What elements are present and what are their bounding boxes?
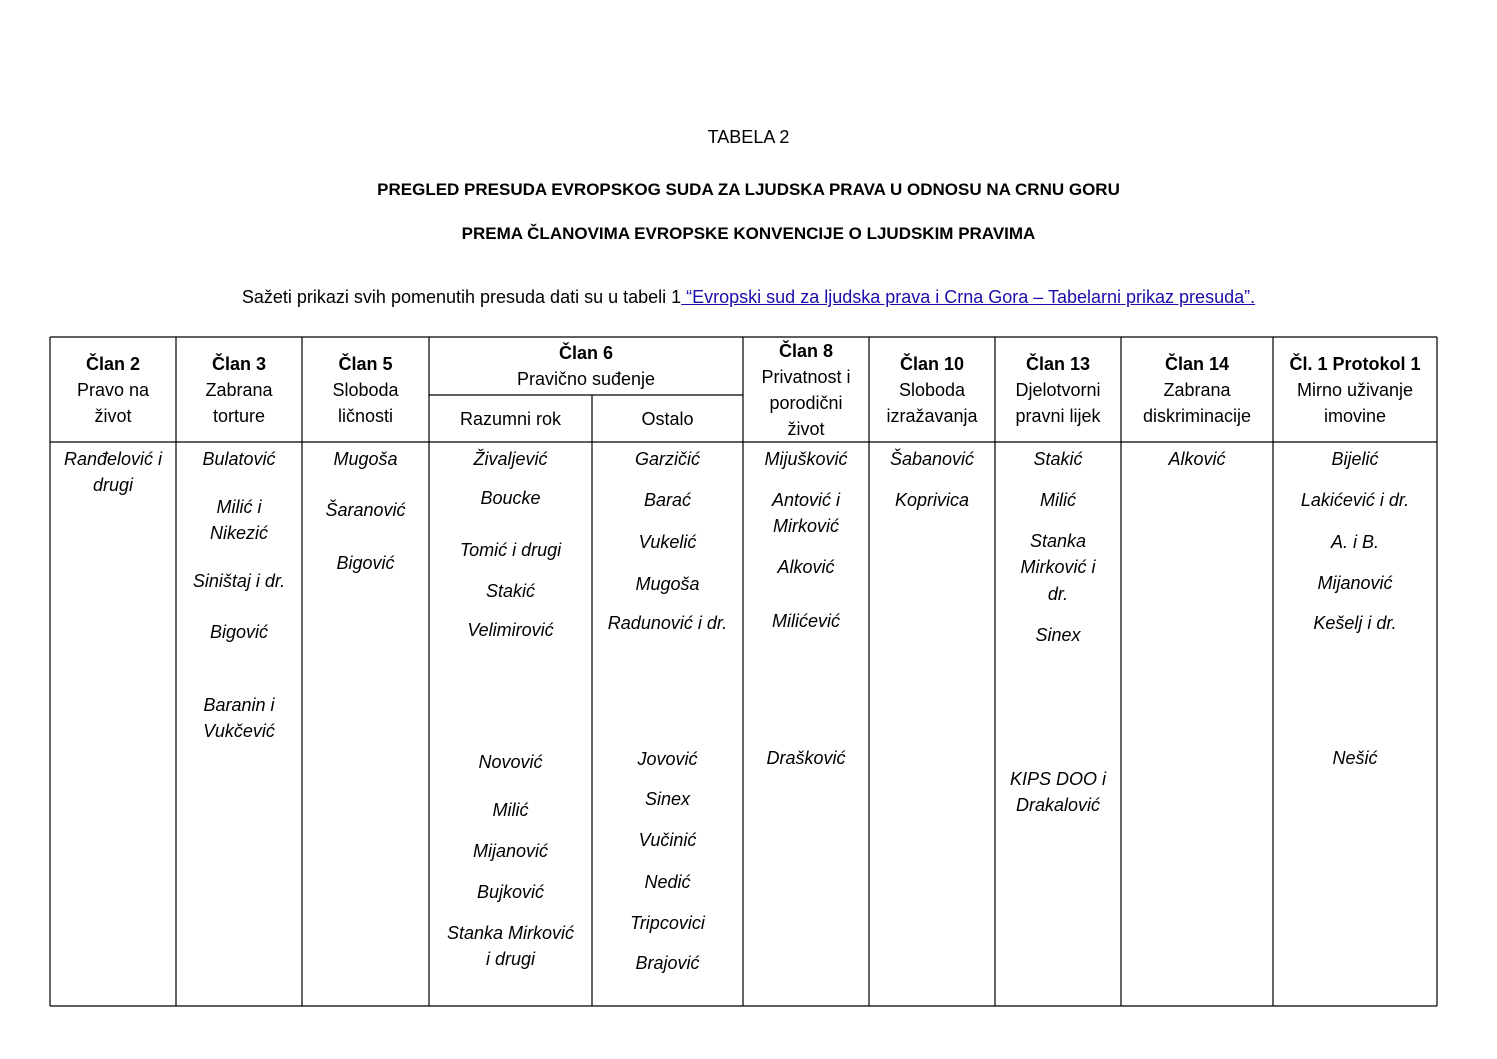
- header-subtitle: Ostalo: [641, 409, 694, 429]
- case-entry: Mugoša: [635, 574, 700, 594]
- header-subtitle: Razumni rok: [459, 409, 562, 429]
- case-entry: Stakić: [1033, 449, 1083, 469]
- case-entry: Alković: [777, 557, 835, 577]
- header-subtitle: diskriminacije: [1142, 406, 1252, 426]
- header-title: Član 6: [558, 343, 614, 363]
- case-entry: Sinex: [644, 789, 691, 809]
- header-title: Čl. 1 Protokol 1: [1289, 354, 1421, 374]
- case-entry: Vukelić: [638, 532, 697, 552]
- header-title: Član 5: [338, 354, 393, 374]
- header-subtitle: život: [94, 406, 132, 426]
- case-entry: Vukčević: [203, 721, 275, 741]
- header-subtitle: ličnosti: [337, 406, 394, 426]
- table-label: TABELA 2: [707, 127, 790, 147]
- header-title: Član 14: [1164, 354, 1230, 374]
- header-subtitle: imovine: [1323, 406, 1387, 426]
- case-entry: Vučinić: [638, 830, 697, 850]
- case-entry: Radunović i dr.: [607, 613, 728, 633]
- header-clan-13: [995, 351, 1121, 429]
- case-entry: Mijanović: [1317, 573, 1393, 593]
- case-entry: Brajović: [635, 953, 700, 973]
- case-entry: Ranđelović i: [63, 449, 163, 469]
- case-entry: Milić i: [216, 497, 262, 517]
- header-subtitle: Mirno uživanje: [1296, 380, 1414, 400]
- case-entry: Boucke: [480, 488, 541, 508]
- header-protokol-1: [1273, 351, 1437, 429]
- case-entry: Milićević: [771, 611, 840, 631]
- case-entry: Stanka Mirković: [446, 923, 575, 943]
- case-entry: Šaranović: [325, 500, 406, 520]
- case-entry: Bigović: [336, 553, 395, 573]
- header-subtitle: Pravo na: [76, 380, 150, 400]
- intro-text: Sažeti prikazi svih pomenutih presuda dati su u tabeli 1: [241, 287, 682, 307]
- document-title-line-2: PREMA ČLANOVIMA EVROPSKE KONVENCIJE O LJUDSKIM PRAVIMA: [461, 224, 1036, 243]
- case-entry: Bujković: [476, 882, 545, 902]
- case-entry: Stakić: [485, 581, 536, 601]
- case-entry: Milić: [492, 800, 529, 820]
- case-entry: Šabanović: [889, 449, 975, 469]
- header-subtitle: torture: [212, 406, 266, 426]
- header-subtitle: život: [787, 419, 825, 439]
- case-entry: Drašković: [766, 748, 846, 768]
- case-entry: Alković: [1168, 449, 1226, 469]
- header-clan-14: [1121, 351, 1273, 429]
- header-clan-10: [869, 351, 995, 429]
- case-entry: Nikezić: [209, 523, 268, 543]
- case-entry: Mirković i: [1020, 557, 1096, 577]
- header-subtitle: porodični: [769, 393, 843, 413]
- case-entry: Mugoša: [333, 449, 398, 469]
- intro-link[interactable]: “Evropski sud za ljudska prava i Crna Gora – Tabelarni prikaz presuda”.: [681, 287, 1256, 307]
- header-title: Član 10: [899, 354, 965, 374]
- header-clan-5: [302, 351, 429, 429]
- header-clan-8: [743, 338, 869, 442]
- header-subtitle: Zabrana: [1163, 380, 1231, 400]
- header-subtitle: Sloboda: [898, 380, 966, 400]
- header-title: Član 2: [85, 354, 141, 374]
- header-clan-6-ostalo: [592, 406, 743, 432]
- header-subtitle: izražavanja: [886, 406, 978, 426]
- header-subtitle: pravni lijek: [1015, 406, 1101, 426]
- case-entry: Nešić: [1332, 748, 1378, 768]
- case-entry: dr.: [1047, 584, 1069, 604]
- case-entry: Milić: [1040, 490, 1076, 510]
- case-entry: Mijanović: [472, 841, 549, 861]
- case-entry: Lakićević i dr.: [1300, 490, 1410, 510]
- case-entry: Drakalović: [1015, 795, 1101, 815]
- case-entry: Garzičić: [634, 449, 700, 469]
- document-title-line-1: PREGLED PRESUDA EVROPSKOG SUDA ZA LJUDSKA PRAVA U ODNOSU NA CRNU GORU: [377, 180, 1120, 199]
- case-entry: Stanka: [1029, 531, 1087, 551]
- case-entry: Novović: [478, 752, 543, 772]
- case-entry: Koprivica: [894, 490, 970, 510]
- header-subtitle: Sloboda: [332, 380, 399, 400]
- case-entry: Mirković: [773, 516, 839, 536]
- header-title: Član 3: [211, 354, 267, 374]
- header-clan-3: [176, 351, 302, 429]
- header-clan-6-razumni-rok: [429, 406, 592, 432]
- case-entry: Nedić: [644, 872, 691, 892]
- case-entry: Baranin i: [203, 695, 275, 715]
- case-entry: A. i B.: [1330, 532, 1379, 552]
- case-entry: Siništaj i dr.: [192, 571, 286, 591]
- case-entry: Bulatović: [202, 449, 276, 469]
- case-entry: Jovović: [637, 749, 698, 769]
- header-subtitle: Djelotvorni: [1015, 380, 1101, 400]
- header-title: Član 8: [778, 341, 834, 361]
- case-entry: i drugi: [485, 949, 536, 969]
- case-entry: Tripcovici: [630, 913, 705, 933]
- case-entry: drugi: [92, 475, 134, 495]
- case-entry: Živaljević: [473, 449, 548, 469]
- case-entry: Sinex: [1035, 625, 1081, 645]
- header-subtitle: Pravično suđenje: [516, 369, 656, 389]
- case-entry: Velimirović: [467, 620, 554, 640]
- case-entry: Antović i: [771, 490, 841, 510]
- case-entry: Barać: [643, 490, 692, 510]
- header-clan-2: [50, 351, 176, 429]
- header-subtitle: Zabrana: [205, 380, 273, 400]
- case-entry: Bijelić: [1331, 449, 1379, 469]
- case-entry: Bigović: [209, 622, 269, 642]
- case-entry: KIPS DOO i: [1009, 769, 1107, 789]
- case-entry: Tomić i drugi: [459, 540, 562, 560]
- case-entry: Kešelj i dr.: [1313, 613, 1397, 633]
- header-subtitle: Privatnost i: [761, 367, 851, 387]
- header-clan-6: [429, 340, 743, 392]
- header-title: Član 13: [1025, 354, 1091, 374]
- case-entry: Mijušković: [764, 449, 848, 469]
